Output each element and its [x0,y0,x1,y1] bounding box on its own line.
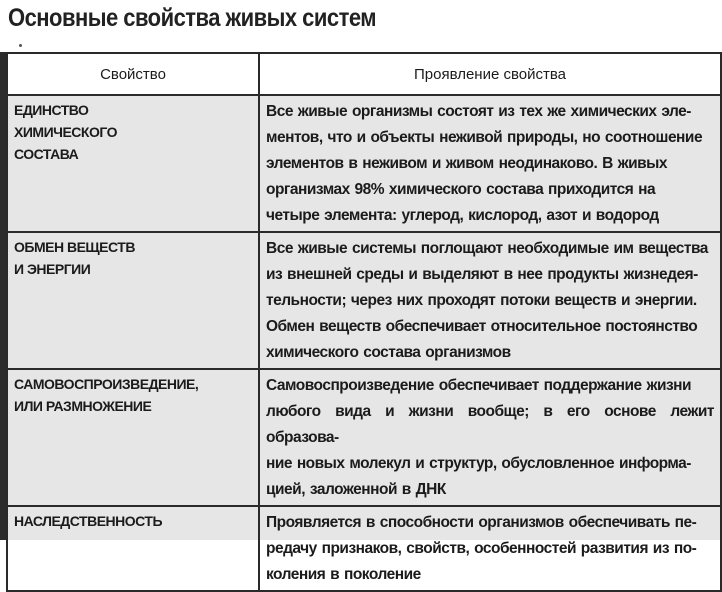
property-line: ЕДИНСТВО [14,102,89,118]
description-line: коления в поколение [266,566,421,583]
description-line: цией, заложенной в ДНК [266,481,446,498]
description-cell [259,506,721,591]
table-row [7,506,721,591]
property-line: И ЭНЕРГИИ [14,261,91,277]
description-line: Обмен веществ обеспечивает относительное постоянство [266,318,698,335]
table-row [7,369,721,506]
description-line: ние новых молекул и структур, обусловленное информа- [266,455,691,472]
description-line: организмах 98% химического состава приходится на [266,181,656,198]
description-line: Проявляется в способности организмов обеспечивать пе- [266,514,697,531]
table-header-row [7,53,721,95]
property-cell [7,506,259,591]
description-line: из внешней среды и выделяют в нее продукты жизнедея- [266,266,698,283]
properties-table [6,52,722,592]
property-cell [7,95,259,232]
description-line: ментов, что и объекты неживой природы, но соотношение [266,129,703,146]
description-line: Все живые системы поглощают необходимые им вещества [266,240,708,257]
description-line: элементов в неживом и живом неодинаково. В живых [266,155,668,172]
scan-speck [19,44,22,47]
description-cell [259,232,721,369]
table-row [7,95,721,232]
description-line: любого вида и жизни вообще; в его основе лежит образова- [266,403,714,446]
property-line: СОСТАВА [14,146,79,162]
description-line: Все живые организмы состоят из тех же химических эле- [266,103,691,120]
page-title: Основные свойства живых систем [8,4,376,32]
property-line: САМОВОСПРОИЗВЕДЕНИЕ, [14,376,199,392]
property-cell [7,232,259,369]
description-line: Самовоспроизведение обеспечивает поддержание жизни [266,377,692,394]
property-line: ИЛИ РАЗМНОЖЕНИЕ [14,398,152,414]
description-cell [259,369,721,506]
description-cell [259,95,721,232]
table-row [7,232,721,369]
property-line: ХИМИЧЕСКОГО [14,124,117,140]
header-property: Свойство [7,53,259,95]
description-line: тельности; через них проходят потоки веществ и энергии. [266,292,697,309]
description-line: четыре элемента: углерод, кислород, азот и водород [266,207,659,224]
header-manifestation: Проявление свойства [259,53,721,95]
property-cell [7,369,259,506]
description-line: редачу признаков, свойств, особенностей развития из по- [266,540,697,557]
property-line: ОБМЕН ВЕЩЕСТВ [14,239,135,255]
property-line: НАСЛЕДСТВЕННОСТЬ [14,513,163,529]
description-line: химического состава организмов [266,344,511,361]
